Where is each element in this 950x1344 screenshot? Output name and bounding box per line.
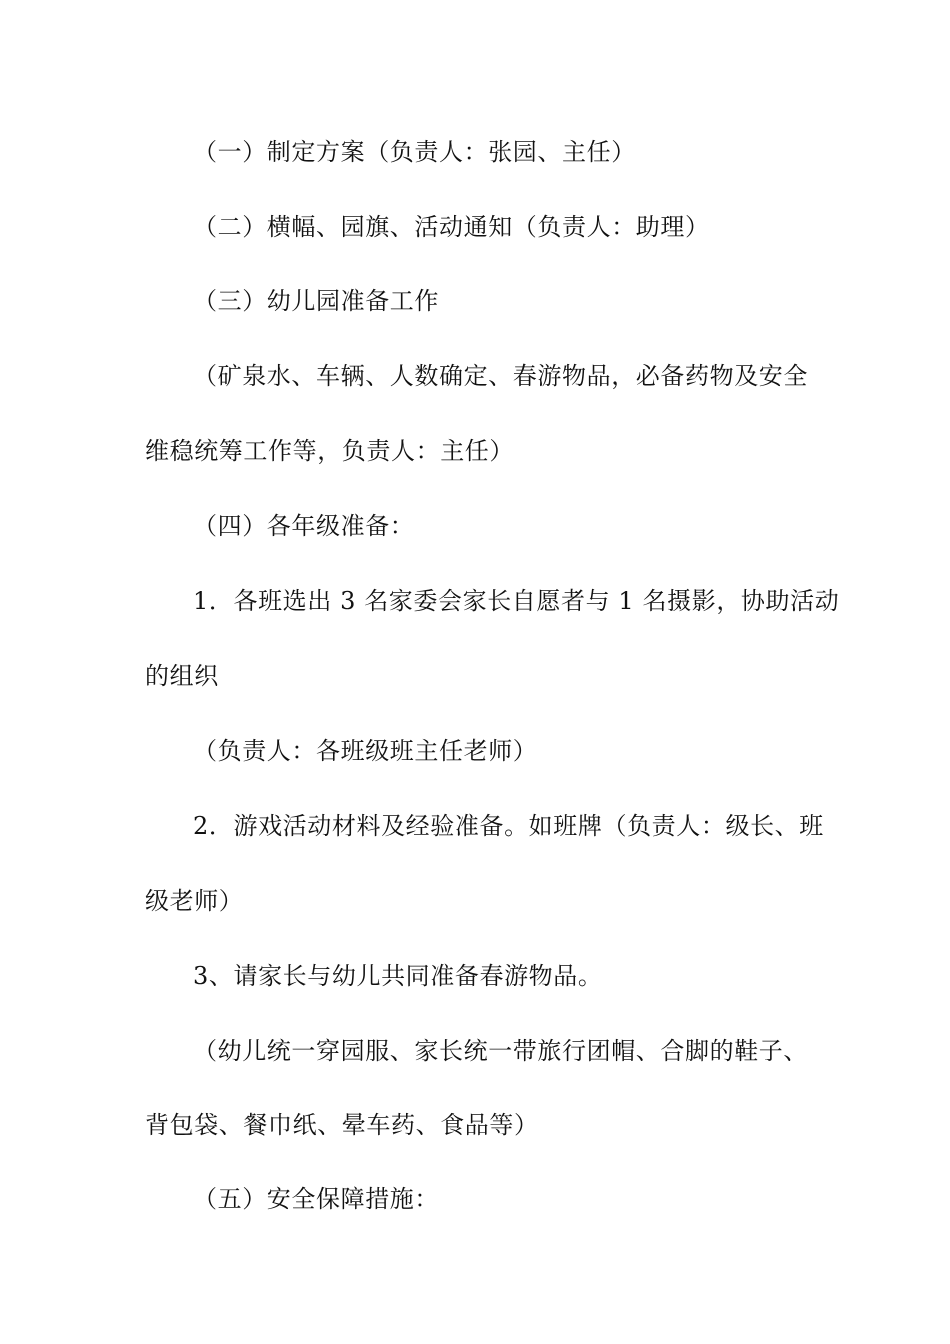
- section-four-heading: （四）各年级准备：: [193, 512, 415, 540]
- section-one-heading: （一）制定方案（负责人：张园、主任）: [193, 138, 636, 166]
- item-3-detail-line-2: 背包袋、餐巾纸、晕车药、食品等）: [145, 1111, 539, 1139]
- item-3: 3、请家长与幼儿共同准备春游物品。: [193, 962, 603, 990]
- item-1-responsible: （负责人：各班级班主任老师）: [193, 737, 538, 765]
- item-3-detail-line-1: （幼儿统一穿园服、家长统一带旅行团帽、合脚的鞋子、: [193, 1037, 808, 1065]
- section-five-heading: （五）安全保障措施：: [193, 1185, 439, 1213]
- section-three-heading: （三）幼儿园准备工作: [193, 287, 439, 315]
- item-1-line-1: 1．各班选出 3 名家委会家长自愿者与 1 名摄影，协助活动: [193, 587, 840, 615]
- item-2-line-2: 级老师）: [145, 887, 244, 915]
- item-1-line-2: 的组织: [145, 662, 219, 690]
- item-2-line-1: 2．游戏活动材料及经验准备。如班牌（负责人：级长、班: [193, 812, 824, 840]
- section-three-detail-line-1: （矿泉水、车辆、人数确定、春游物品，必备药物及安全: [193, 362, 808, 390]
- section-three-detail-line-2: 维稳统筹工作等，负责人：主任）: [145, 437, 514, 465]
- section-two-heading: （二）横幅、园旗、活动通知（负责人：助理）: [193, 213, 710, 241]
